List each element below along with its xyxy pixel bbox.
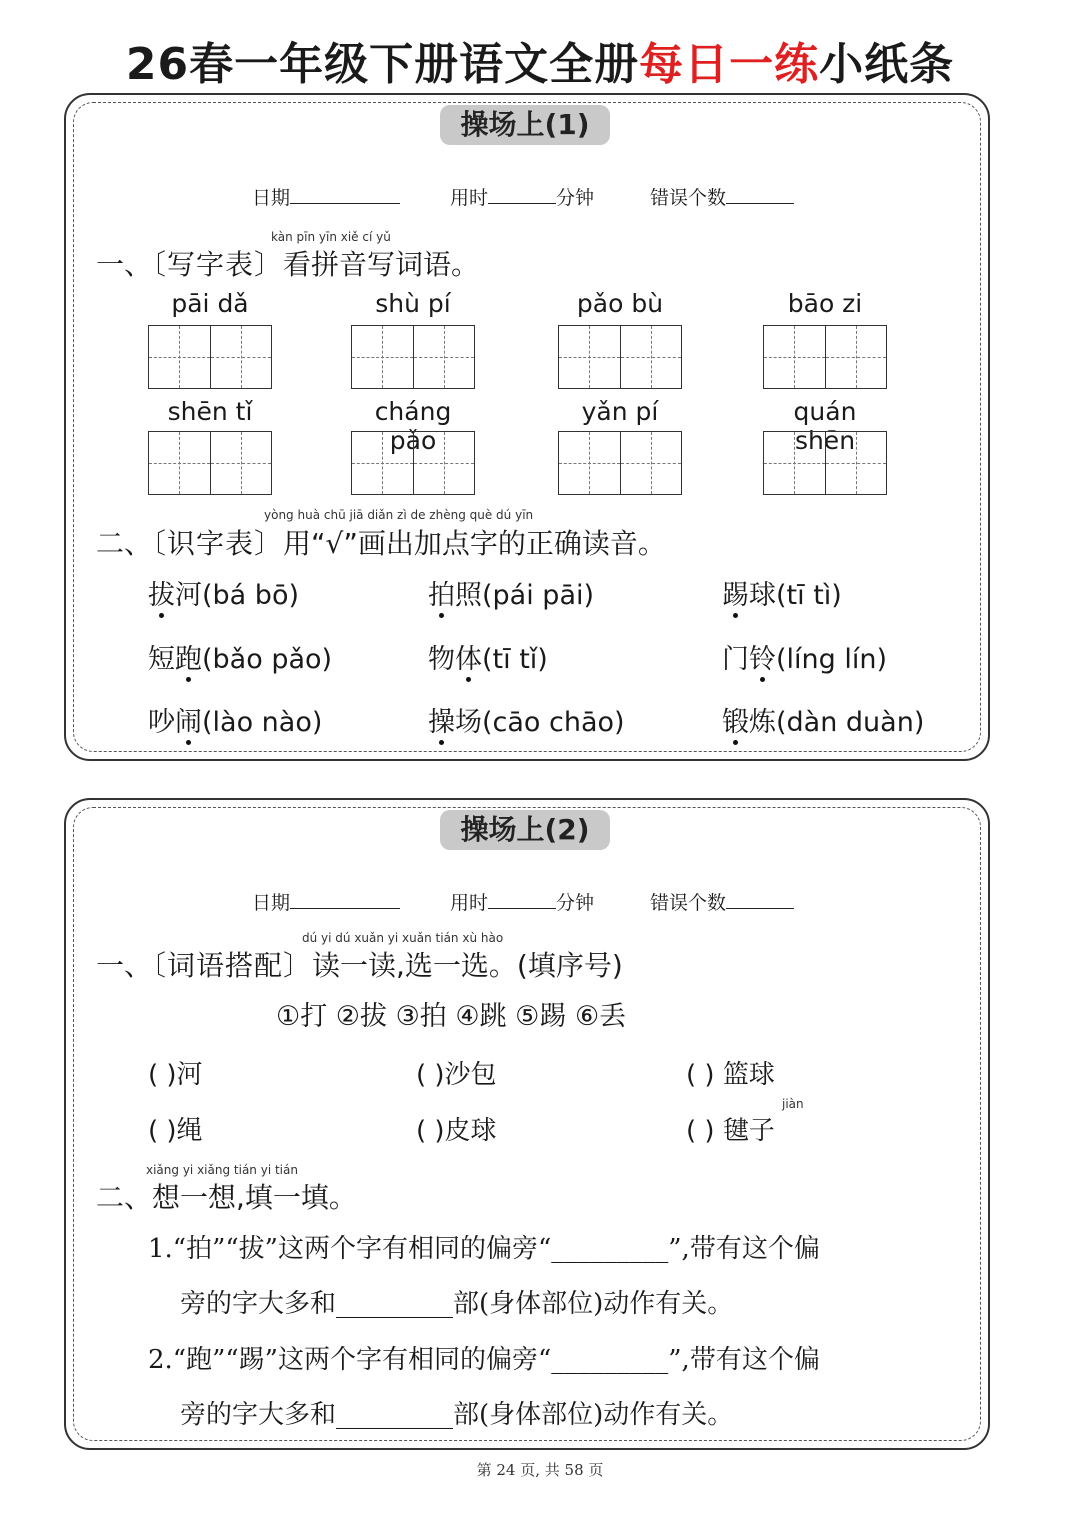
exercise-card-2 bbox=[64, 798, 990, 1450]
writing-grid[interactable] bbox=[763, 325, 887, 389]
reading-item[interactable]: 操场(cāo chāo) bbox=[428, 700, 625, 739]
meta-errors: 错误个数 bbox=[650, 888, 794, 915]
section-2-heading: 二、想一想,填一填。 bbox=[96, 1181, 357, 1214]
match-blank[interactable]: ( )绳 bbox=[148, 1116, 203, 1146]
writing-grid[interactable] bbox=[148, 431, 272, 495]
pinyin-word: pāi dǎ bbox=[171, 289, 249, 318]
meta-date: 日期 bbox=[252, 183, 400, 210]
meta-errors: 错误个数 bbox=[650, 183, 794, 210]
page-footer: 第 24 页, 共 58 页 bbox=[476, 1461, 604, 1479]
writing-grid[interactable] bbox=[558, 325, 682, 389]
writing-grid[interactable] bbox=[351, 325, 475, 389]
reading-item[interactable]: 短跑(bǎo pǎo) bbox=[148, 637, 332, 676]
card-2-title: 操场上(2) bbox=[440, 810, 610, 850]
section-1-heading: 一、〔写字表〕看拼音写词语。 bbox=[96, 248, 480, 281]
pinyin-word: quán shēn bbox=[793, 397, 857, 455]
match-blank[interactable]: ( )沙包 bbox=[416, 1060, 497, 1090]
card-1-title: 操场上(1) bbox=[440, 105, 610, 145]
reading-item[interactable]: 拍照(pái pāi) bbox=[428, 573, 594, 612]
jian-pinyin: jiàn bbox=[782, 1097, 804, 1111]
reading-item[interactable]: 物体(tī tǐ) bbox=[428, 637, 548, 676]
pinyin-word: cháng pǎo bbox=[374, 397, 452, 455]
pinyin-word: yǎn pí bbox=[581, 397, 659, 426]
section-1-pinyin: kàn pīn yīn xiě cí yǔ bbox=[271, 230, 391, 244]
match-blank[interactable]: ( ) 毽子 bbox=[686, 1116, 775, 1146]
section-2-pinyin: xiǎng yi xiǎng tián yi tián bbox=[146, 1163, 298, 1177]
match-blank[interactable]: ( ) 篮球 bbox=[686, 1060, 775, 1090]
reading-item[interactable]: 锻炼(dàn duàn) bbox=[722, 700, 924, 739]
reading-item[interactable]: 吵闹(lào nào) bbox=[148, 700, 322, 739]
meta-time: 用时 分钟 bbox=[450, 187, 595, 209]
pinyin-word: bāo zi bbox=[787, 289, 863, 318]
section-2-heading: 二、〔识字表〕用“√”画出加点字的正确读音。 bbox=[96, 527, 666, 560]
reading-item[interactable]: 拔河(bá bō) bbox=[148, 573, 299, 612]
writing-grid[interactable] bbox=[558, 431, 682, 495]
reading-item[interactable]: 踢球(tī tì) bbox=[722, 573, 842, 612]
section-1-heading: 一、〔词语搭配〕读一读,选一选。(填序号) bbox=[96, 949, 623, 982]
section-1-pinyin: dú yi dú xuǎn yi xuǎn tián xù hào bbox=[302, 931, 504, 945]
pinyin-word: shù pí bbox=[375, 289, 451, 318]
section-2-pinyin: yòng huà chū jiā diǎn zì de zhèng què dú yīn bbox=[264, 508, 534, 522]
match-blank[interactable]: ( )河 bbox=[148, 1060, 203, 1090]
meta-date: 日期 bbox=[252, 888, 400, 915]
exercise-card-1 bbox=[64, 93, 990, 761]
pinyin-word: shēn tǐ bbox=[167, 397, 253, 426]
question-1-cont[interactable]: 旁的字大多和_________部(身体部位)动作有关。 bbox=[180, 1289, 734, 1319]
match-blank[interactable]: ( )皮球 bbox=[416, 1116, 497, 1146]
meta-time: 用时 分钟 bbox=[450, 892, 595, 914]
question-2[interactable]: 2.“跑”“踢”这两个字有相同的偏旁“_________”,带有这个偏 bbox=[148, 1345, 820, 1375]
choice-options: ①打 ②拔 ③拍 ④跳 ⑤踢 ⑥丢 bbox=[276, 1001, 627, 1032]
question-2-cont[interactable]: 旁的字大多和_________部(身体部位)动作有关。 bbox=[180, 1400, 734, 1430]
writing-grid[interactable] bbox=[763, 431, 887, 495]
writing-grid[interactable] bbox=[351, 431, 475, 495]
page-title: 26春一年级下册语文全册每日一练小纸条 bbox=[125, 39, 955, 90]
question-1[interactable]: 1.“拍”“拔”这两个字有相同的偏旁“_________”,带有这个偏 bbox=[148, 1234, 820, 1264]
pinyin-word: pǎo bù bbox=[576, 289, 664, 318]
writing-grid[interactable] bbox=[148, 325, 272, 389]
reading-item[interactable]: 门铃(líng lín) bbox=[722, 637, 887, 676]
